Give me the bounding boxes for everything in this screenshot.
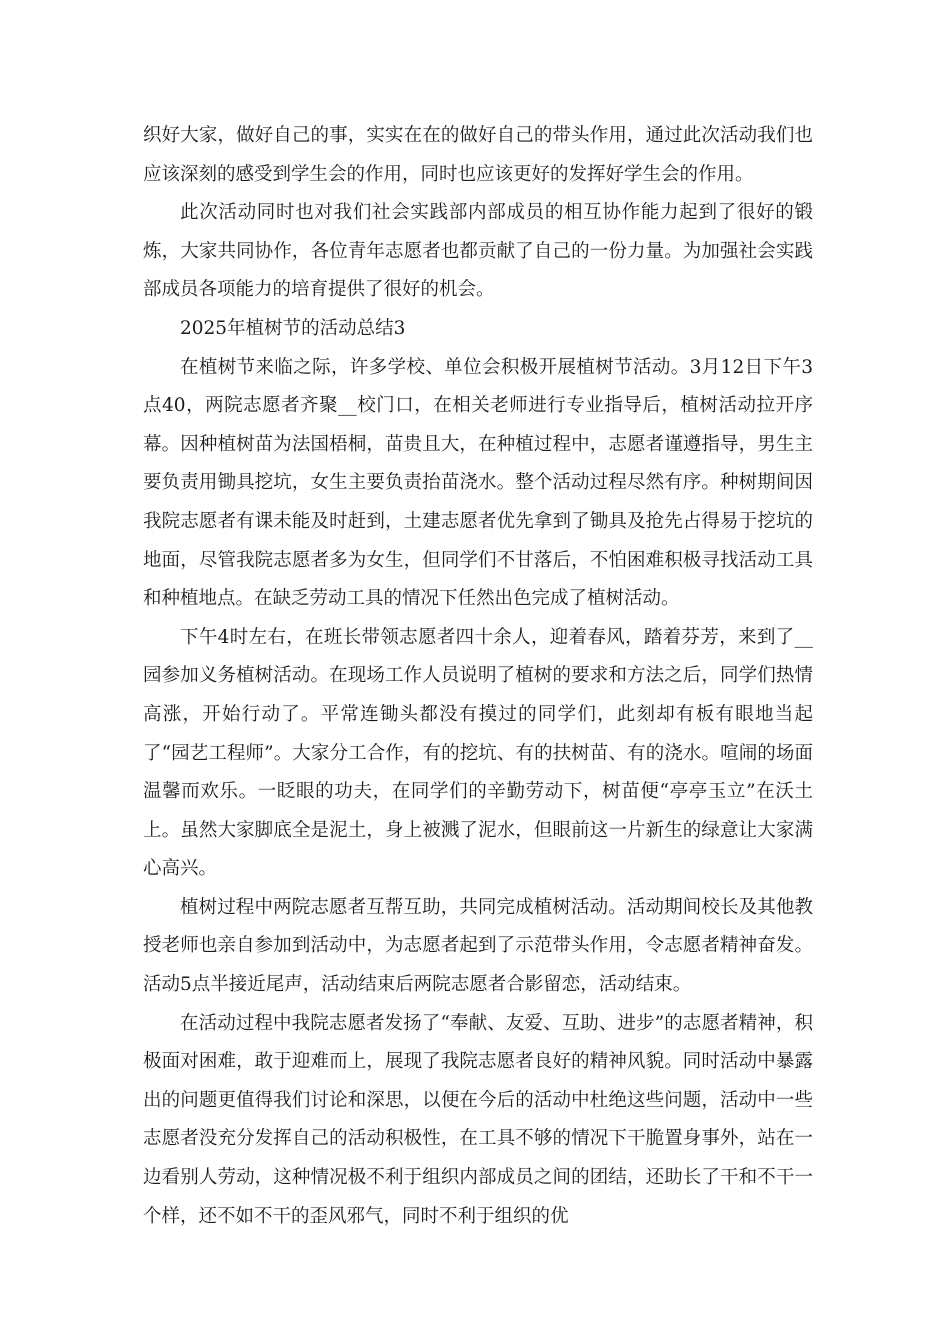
paragraph-6: 在活动过程中我院志愿者发扬了“奉献、友爱、互助、进步”的志愿者精神，积极面对困难，敢于迎难而上，展现了我院志愿者良好的精神风貌。同时活动中暴露出的问题更值得我们讨论和深思，以便在今后的活动中杜绝这些问题，活动中一些志愿者没充分发挥自己的活动积极性，在工具不够的情况下干脆置身事外，站在一边看别人劳动，这种情况极不利于组织内部成员之间的团结，还助长了干和不干一个样，还不如不干的歪风邪气，同时不利于组织的优 bbox=[143, 1012, 813, 1227]
paragraph-4: 下午4时左右，在班长带领志愿者四十余人，迎着春风，踏着芬芳，来到了__园参加义务植树活动。在现场工作人员说明了植树的要求和方法之后，同学们热情高涨，开始行动了。平常连锄头都没有摸过的同学们，此刻却有板有眼地当起了“园艺工程师”。大家分工合作，有的挖坑、有的扶树苗、有的浇水。喧闹的场面温馨而欢乐。一眨眼的功夫，在同学们的辛勤劳动下，树苗便“亭亭玉立”在沃土上。虽然大家脚底全是泥土，身上被溅了泥水，但眼前这一片新生的绿意让大家满心高兴。 bbox=[143, 626, 813, 880]
section-heading: 2025年植树节的活动总结3 bbox=[180, 317, 406, 339]
paragraph-5: 植树过程中两院志愿者互帮互助，共同完成植树活动。活动期间校长及其他教授老师也亲自参加到活动中，为志愿者起到了示范带头作用，令志愿者精神奋发。活动5点半接近尾声，活动结束后两院志愿者合影留恋，活动结束。 bbox=[143, 896, 813, 996]
document-body bbox=[143, 117, 813, 1236]
paragraph-2: 此次活动同时也对我们社会实践部内部成员的相互协作能力起到了很好的锻炼，大家共同协作，各位青年志愿者也都贡献了自己的一份力量。为加强社会实践部成员各项能力的培育提供了很好的机会。 bbox=[143, 202, 813, 301]
paragraph-3: 在植树节来临之际，许多学校、单位会积极开展植树节活动。3月12日下午3点40，两院志愿者齐聚__校门口，在相关老师进行专业指导后，植树活动拉开序幕。因种植树苗为法国梧桐，苗贵且大，在种植过程中，志愿者谨遵指导，男生主要负责用锄具挖坑，女生主要负责抬苗浇水。整个活动过程尽然有序。种树期间因我院志愿者有课未能及时赶到，土建志愿者优先拿到了锄具及抢先占得易于挖坑的地面，尽管我院志愿者多为女生，但同学们不甘落后，不怕困难积极寻找活动工具和种植地点。在缺乏劳动工具的情况下任然出色完成了植树活动。 bbox=[143, 356, 813, 610]
paragraph-1: 织好大家，做好自己的事，实实在在的做好自己的带头作用，通过此次活动我们也应该深刻的感受到学生会的作用，同时也应该更好的发挥好学生会的作用。 bbox=[143, 125, 813, 185]
